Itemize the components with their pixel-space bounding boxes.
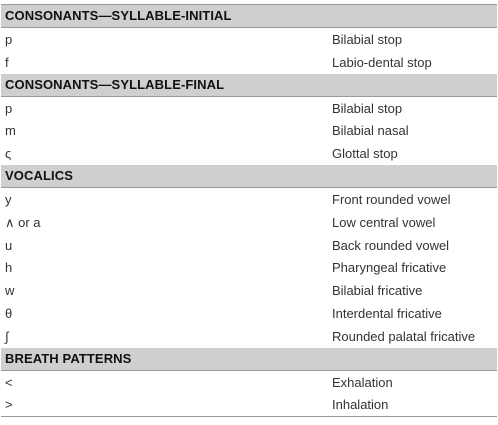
- section-header-consonants-initial: CONSONANTS—SYLLABLE-INITIAL: [1, 5, 497, 28]
- table-row: [1, 371, 497, 394]
- table-row: [1, 279, 497, 302]
- symbol-cell: p: [5, 32, 13, 47]
- symbol-cell: >: [5, 397, 13, 413]
- description-cell: Pharyngeal fricative: [332, 260, 447, 276]
- table-row: [1, 302, 497, 325]
- section-header-breath-patterns: BREATH PATTERNS: [1, 348, 497, 371]
- table-row: [1, 211, 497, 234]
- table-row: [1, 256, 497, 279]
- description-cell: Rounded palatal fricative: [332, 328, 476, 344]
- symbol-cell: ς: [5, 146, 12, 162]
- description-cell: Inhalation: [332, 397, 389, 413]
- table-row: [1, 28, 497, 51]
- symbol-cell: m: [5, 123, 16, 139]
- table-row: [1, 393, 497, 416]
- description-cell: Labio-dental stop: [332, 54, 432, 70]
- symbol-cell: ∧ or a: [5, 214, 41, 230]
- description-cell: Interdental fricative: [332, 305, 442, 321]
- symbol-cell: <: [5, 374, 13, 390]
- section-header-vocalics: VOCALICS: [1, 165, 497, 188]
- symbol-cell: θ: [5, 305, 13, 321]
- table-row: [1, 234, 497, 257]
- description-cell: Bilabial stop: [332, 32, 403, 47]
- symbol-table: [1, 4, 497, 417]
- description-cell: Glottal stop: [332, 146, 398, 162]
- description-cell: Bilabial stop: [332, 100, 403, 116]
- table-row: [1, 119, 497, 142]
- table-bottom-rule: [1, 416, 497, 417]
- description-cell: Bilabial fricative: [332, 283, 423, 299]
- table-row: [1, 51, 497, 74]
- symbol-cell: ∫: [5, 328, 9, 344]
- section-header-consonants-final: CONSONANTS—SYLLABLE-FINAL: [1, 74, 497, 97]
- symbol-cell: y: [5, 191, 12, 207]
- description-cell: Front rounded vowel: [332, 191, 451, 207]
- description-cell: Low central vowel: [332, 214, 436, 230]
- description-cell: Bilabial nasal: [332, 123, 409, 139]
- symbol-cell: p: [5, 100, 13, 116]
- symbol-cell: u: [5, 237, 13, 253]
- description-cell: Back rounded vowel: [332, 237, 450, 253]
- table-row: [1, 97, 497, 120]
- table-row: [1, 142, 497, 165]
- table-row: [1, 325, 497, 348]
- description-cell: Exhalation: [332, 374, 393, 390]
- symbol-cell: w: [5, 283, 15, 299]
- symbol-cell: f: [5, 54, 9, 70]
- symbol-cell: h: [5, 260, 13, 276]
- table-row: [1, 188, 497, 211]
